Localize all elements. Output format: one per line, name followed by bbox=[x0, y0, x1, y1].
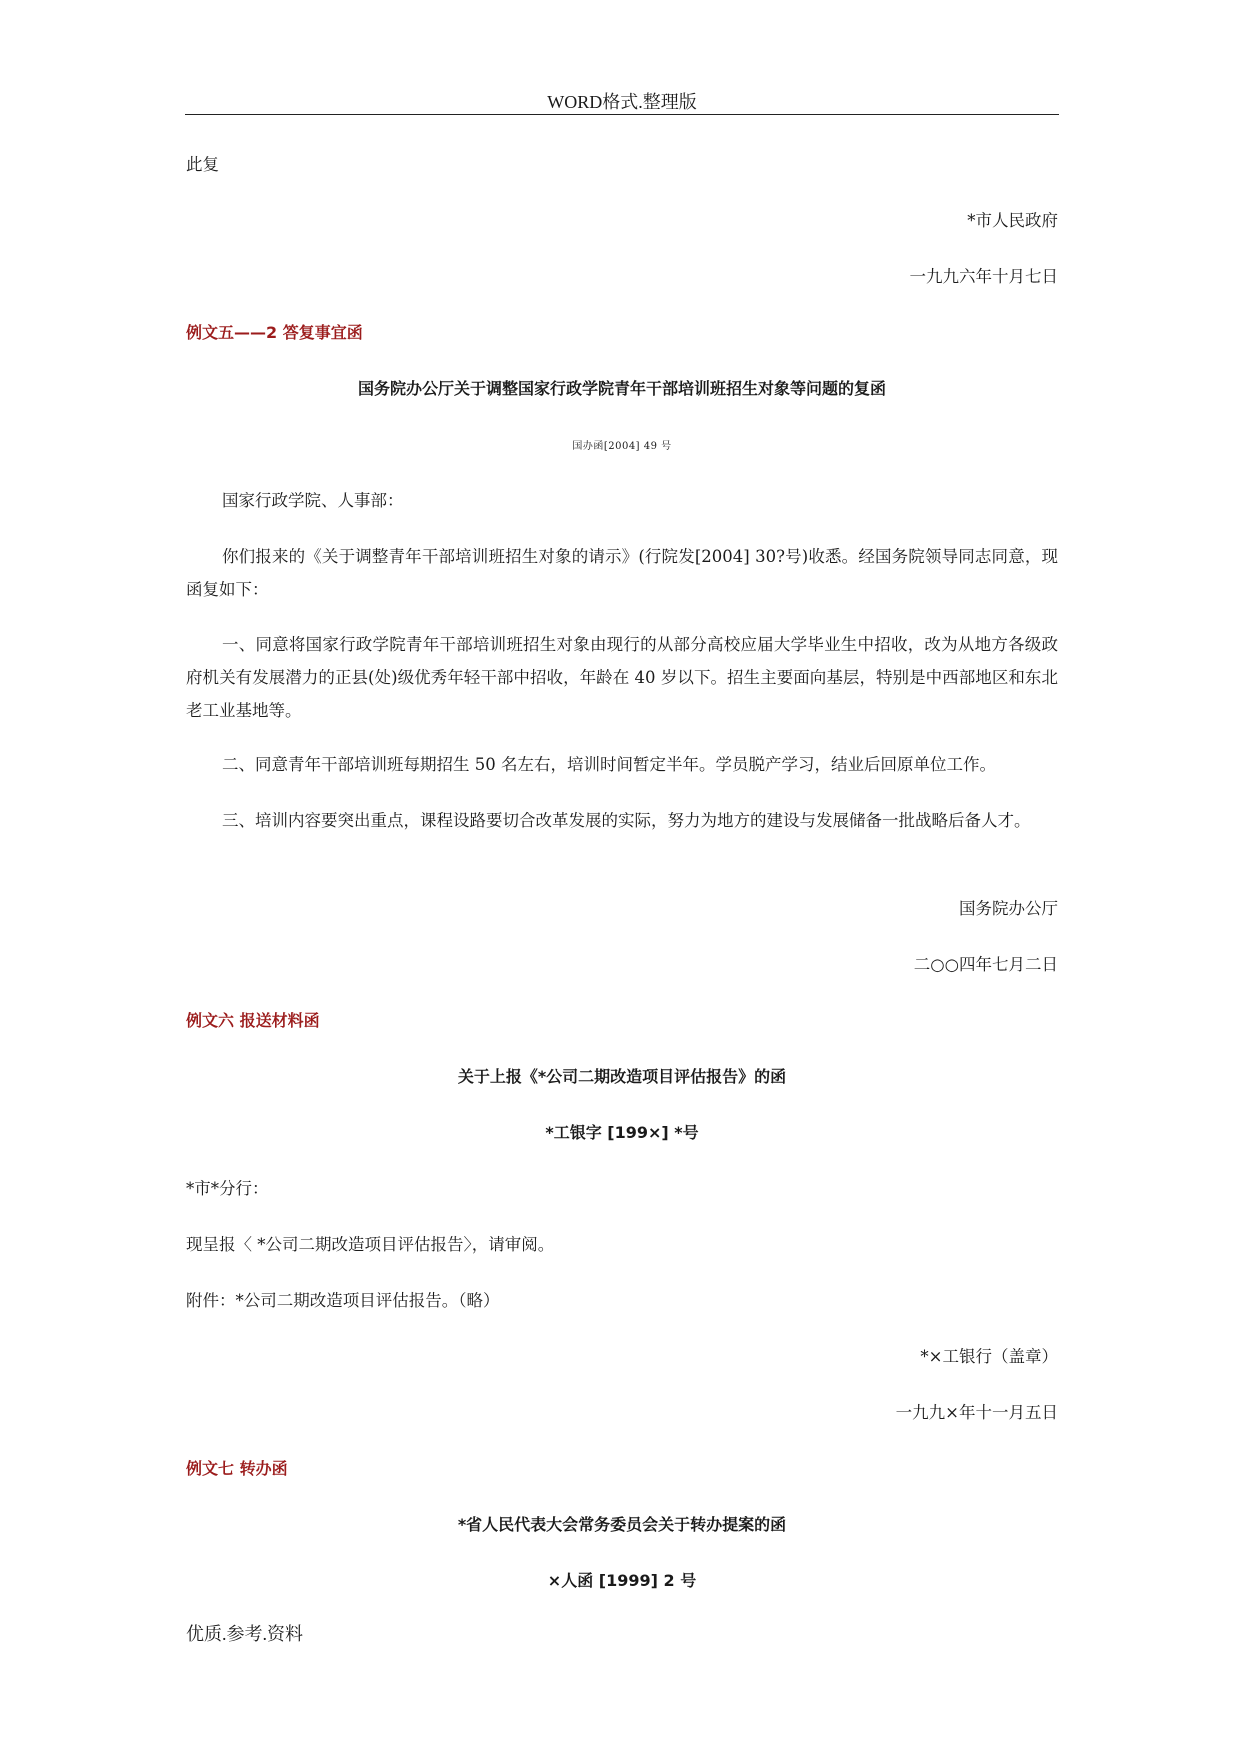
document-number: *工银字 [199×] *号 bbox=[545, 1123, 699, 1142]
document-number: ×人函 [1999] 2 号 bbox=[547, 1571, 697, 1590]
salutation: *市*分行： bbox=[186, 1179, 269, 1198]
body-paragraph: 你们报来的《关于调整青年干部培训班招生对象的请示》(行院发[2004] 30?号)收悉。经国务院领导同志同意，现函复如下： bbox=[186, 547, 1058, 599]
sender-signature: 国务院办公厅 bbox=[959, 899, 1058, 918]
salutation: 国家行政学院、人事部： bbox=[222, 491, 404, 510]
sender-date: 一九九六年十月七日 bbox=[909, 267, 1058, 286]
sender-signature: *市人民政府 bbox=[967, 211, 1058, 230]
example-heading: 例文七 转办函 bbox=[186, 1459, 288, 1478]
example-heading: 例文五——2 答复事宜函 bbox=[186, 323, 363, 342]
sender-date: 二○○四年七月二日 bbox=[913, 955, 1058, 974]
body-paragraph: 现呈报〈 *公司二期改造项目评估报告〉，请审阅。 bbox=[186, 1235, 555, 1254]
example-heading: 例文六 报送材料函 bbox=[186, 1011, 320, 1030]
body-paragraph: 一、同意将国家行政学院青年干部培训班招生对象由现行的从部分高校应届大学毕业生中招收，改为从地方各级政府机关有发展潜力的正县(处)级优秀年轻干部中招收，年龄在 40 岁以下。招生主要面向基层，特别是中西部地区和东北老工业基地等。 bbox=[186, 635, 1058, 720]
body-paragraph: 二、同意青年干部培训班每期招生 50 名左右，培训时间暂定半年。学员脱产学习，结业后回原单位工作。 bbox=[222, 755, 996, 774]
page-header-title: WORD格式.整理版 bbox=[547, 92, 697, 112]
reply-close: 此复 bbox=[186, 155, 219, 174]
attachment-note: 附件：*公司二期改造项目评估报告。（略） bbox=[186, 1291, 500, 1310]
document-title: 关于上报《*公司二期改造项目评估报告》的函 bbox=[457, 1067, 787, 1086]
document-title: *省人民代表大会常务委员会关于转办提案的函 bbox=[457, 1515, 787, 1534]
page-footer: 优质.参考.资料 bbox=[186, 1624, 303, 1644]
sender-date: 一九九×年十一月五日 bbox=[895, 1403, 1058, 1422]
header-rule bbox=[185, 114, 1059, 115]
document-title: 国务院办公厅关于调整国家行政学院青年干部培训班招生对象等问题的复函 bbox=[357, 379, 886, 398]
document-number: 国办函[2004] 49 号 bbox=[572, 441, 672, 452]
sender-signature: *×工银行（盖章） bbox=[920, 1347, 1058, 1366]
body-paragraph: 三、培训内容要突出重点，课程设路要切合改革发展的实际，努力为地方的建设与发展储备一批战略后备人才。 bbox=[222, 811, 1031, 830]
